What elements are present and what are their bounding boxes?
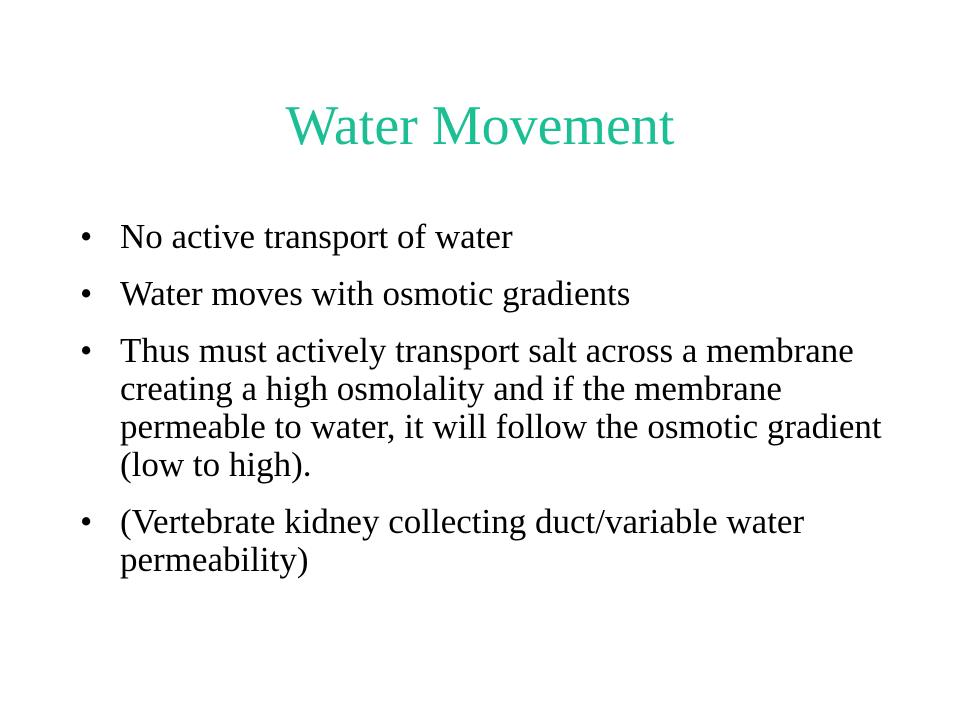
bullet-text: Thus must actively transport salt across a membrane creating a high osmolality and if the membrane permeable to water, it will follow the osmotic gradient (low to high).: [120, 331, 882, 484]
bullet-list: [76, 218, 896, 598]
bullet-text: Water moves with osmotic gradients: [120, 274, 631, 313]
bullet-text: No active transport of water: [120, 217, 513, 256]
bullet-marker: •: [80, 274, 93, 313]
bullet-marker: •: [80, 331, 93, 370]
bullet-text: (Vertebrate kidney collecting duct/variable water permeability): [120, 502, 805, 579]
bullet-item: [76, 218, 896, 256]
bullet-marker: •: [80, 217, 93, 256]
bullet-marker: •: [80, 502, 93, 541]
bullet-item: [76, 275, 896, 313]
slide-title: Water Movement: [285, 95, 675, 157]
bullet-item: [76, 332, 896, 484]
bullet-item: [76, 503, 896, 579]
